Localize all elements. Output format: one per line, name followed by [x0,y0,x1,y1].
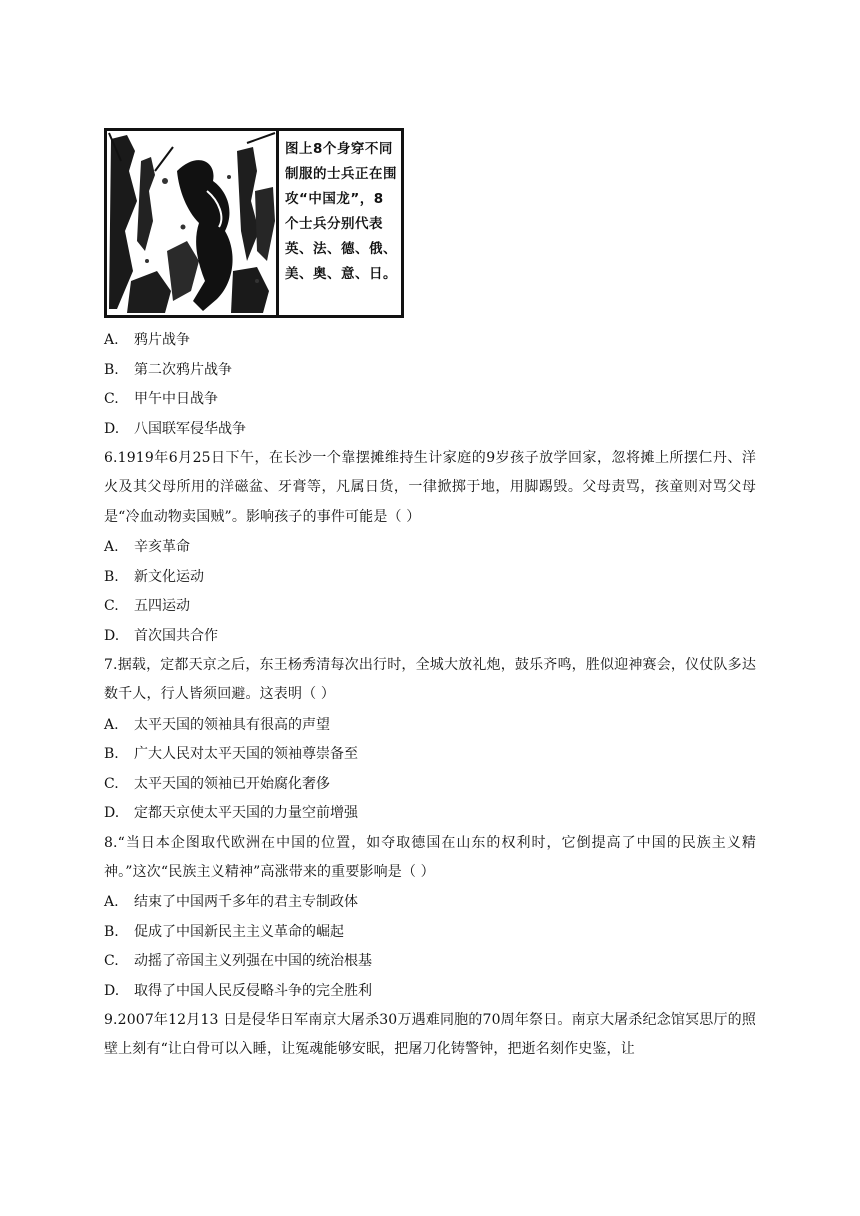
q9-stem: 9.2007年12月13 日是侵华日军南京大屠杀30万遇难同胞的70周年祭日。南京大屠杀纪念馆冥思厅的照壁上刻有“让白骨可以入睡，让冤魂能够安眠，把屠刀化铸警钟，把逝名刻作史鉴，让 [104,1012,756,1058]
q6-option-a [104,538,190,556]
option-letter: B. [104,362,119,378]
q6-option-d [104,627,218,645]
cartoon-drawing [107,131,276,315]
option-text: 第二次鸦片战争 [134,362,232,378]
q5-option-c [104,390,218,408]
option-text: 取得了中国人民反侵略斗争的完全胜利 [134,983,372,999]
q8-stem: 8.“当日本企图取代欧洲在中国的位置，如夺取德国在山东的权利时，它倒提高了中国的民族主义精神。”这次“民族主义精神”高涨带来的重要影响是（ ） [104,835,756,881]
option-letter: D. [104,983,120,999]
option-text: 鸦片战争 [134,332,190,348]
option-letter: A. [104,332,119,348]
option-text: 定都天京使太平天国的力量空前增强 [134,805,358,821]
option-text: 动摇了帝国主义列强在中国的统治根基 [134,953,372,969]
q6-stem: 6.1919年6月25日下午，在长沙一个靠摆摊维持生计家庭的9岁孩子放学回家，忽将摊上所摆仁丹、洋火及其父母所用的洋磁盆、牙膏等，凡属日货，一律掀掷于地，用脚踢毁。父母责骂，孩童则对骂父母是“冷血动物卖国贼”。影响孩子的事件可能是（ ） [104,450,756,525]
option-text: 首次国共合作 [134,628,218,644]
option-letter: D. [104,805,120,821]
q8-option-c [104,952,372,970]
q7-option-b [104,745,358,763]
option-text: 新文化运动 [134,569,204,585]
option-letter: D. [104,421,120,437]
option-text: 八国联军侵华战争 [134,421,246,437]
option-letter: A. [104,717,119,733]
option-text: 结束了中国两千多年的君主专制政体 [134,894,358,910]
cartoon-image [107,131,279,315]
option-text: 五四运动 [134,598,190,614]
cartoon-caption: 图上8个身穿不同制服的士兵正在围攻“中国龙”，8个士兵分别代表英、法、德、俄、美、奥、意、日。 [285,141,397,282]
option-letter: C. [104,598,119,614]
option-text: 促成了中国新民主主义革命的崛起 [134,924,344,940]
q7-option-c [104,775,330,793]
option-text: 太平天国的领袖已开始腐化奢侈 [134,776,330,792]
q8-option-d [104,982,372,1000]
cartoon-figure [104,128,404,318]
q6-option-b [104,568,204,586]
q8-option-b [104,923,344,941]
q5-option-b [104,361,232,379]
option-text: 广大人民对太平天国的领袖尊崇备至 [134,746,358,762]
q7-stem: 7.据载，定都天京之后，东王杨秀清每次出行时，全城大放礼炮，鼓乐齐鸣，胜似迎神赛会，仪仗队多达数千人，行人皆须回避。这表明（ ） [104,657,756,703]
option-letter: C. [104,953,119,969]
option-text: 辛亥革命 [134,539,190,555]
q5-option-d [104,420,246,438]
option-letter: C. [104,391,119,407]
q8-option-a [104,893,358,911]
option-letter: B. [104,746,119,762]
option-text: 甲午中日战争 [134,391,218,407]
option-letter: B. [104,924,119,940]
option-letter: B. [104,569,119,585]
q6-option-c [104,597,190,615]
option-letter: A. [104,539,119,555]
option-text: 太平天国的领袖具有很高的声望 [134,717,330,733]
option-letter: C. [104,776,119,792]
option-letter: A. [104,894,119,910]
q7-option-d [104,804,358,822]
q5-option-a [104,331,190,349]
q7-option-a [104,716,330,734]
option-letter: D. [104,628,120,644]
